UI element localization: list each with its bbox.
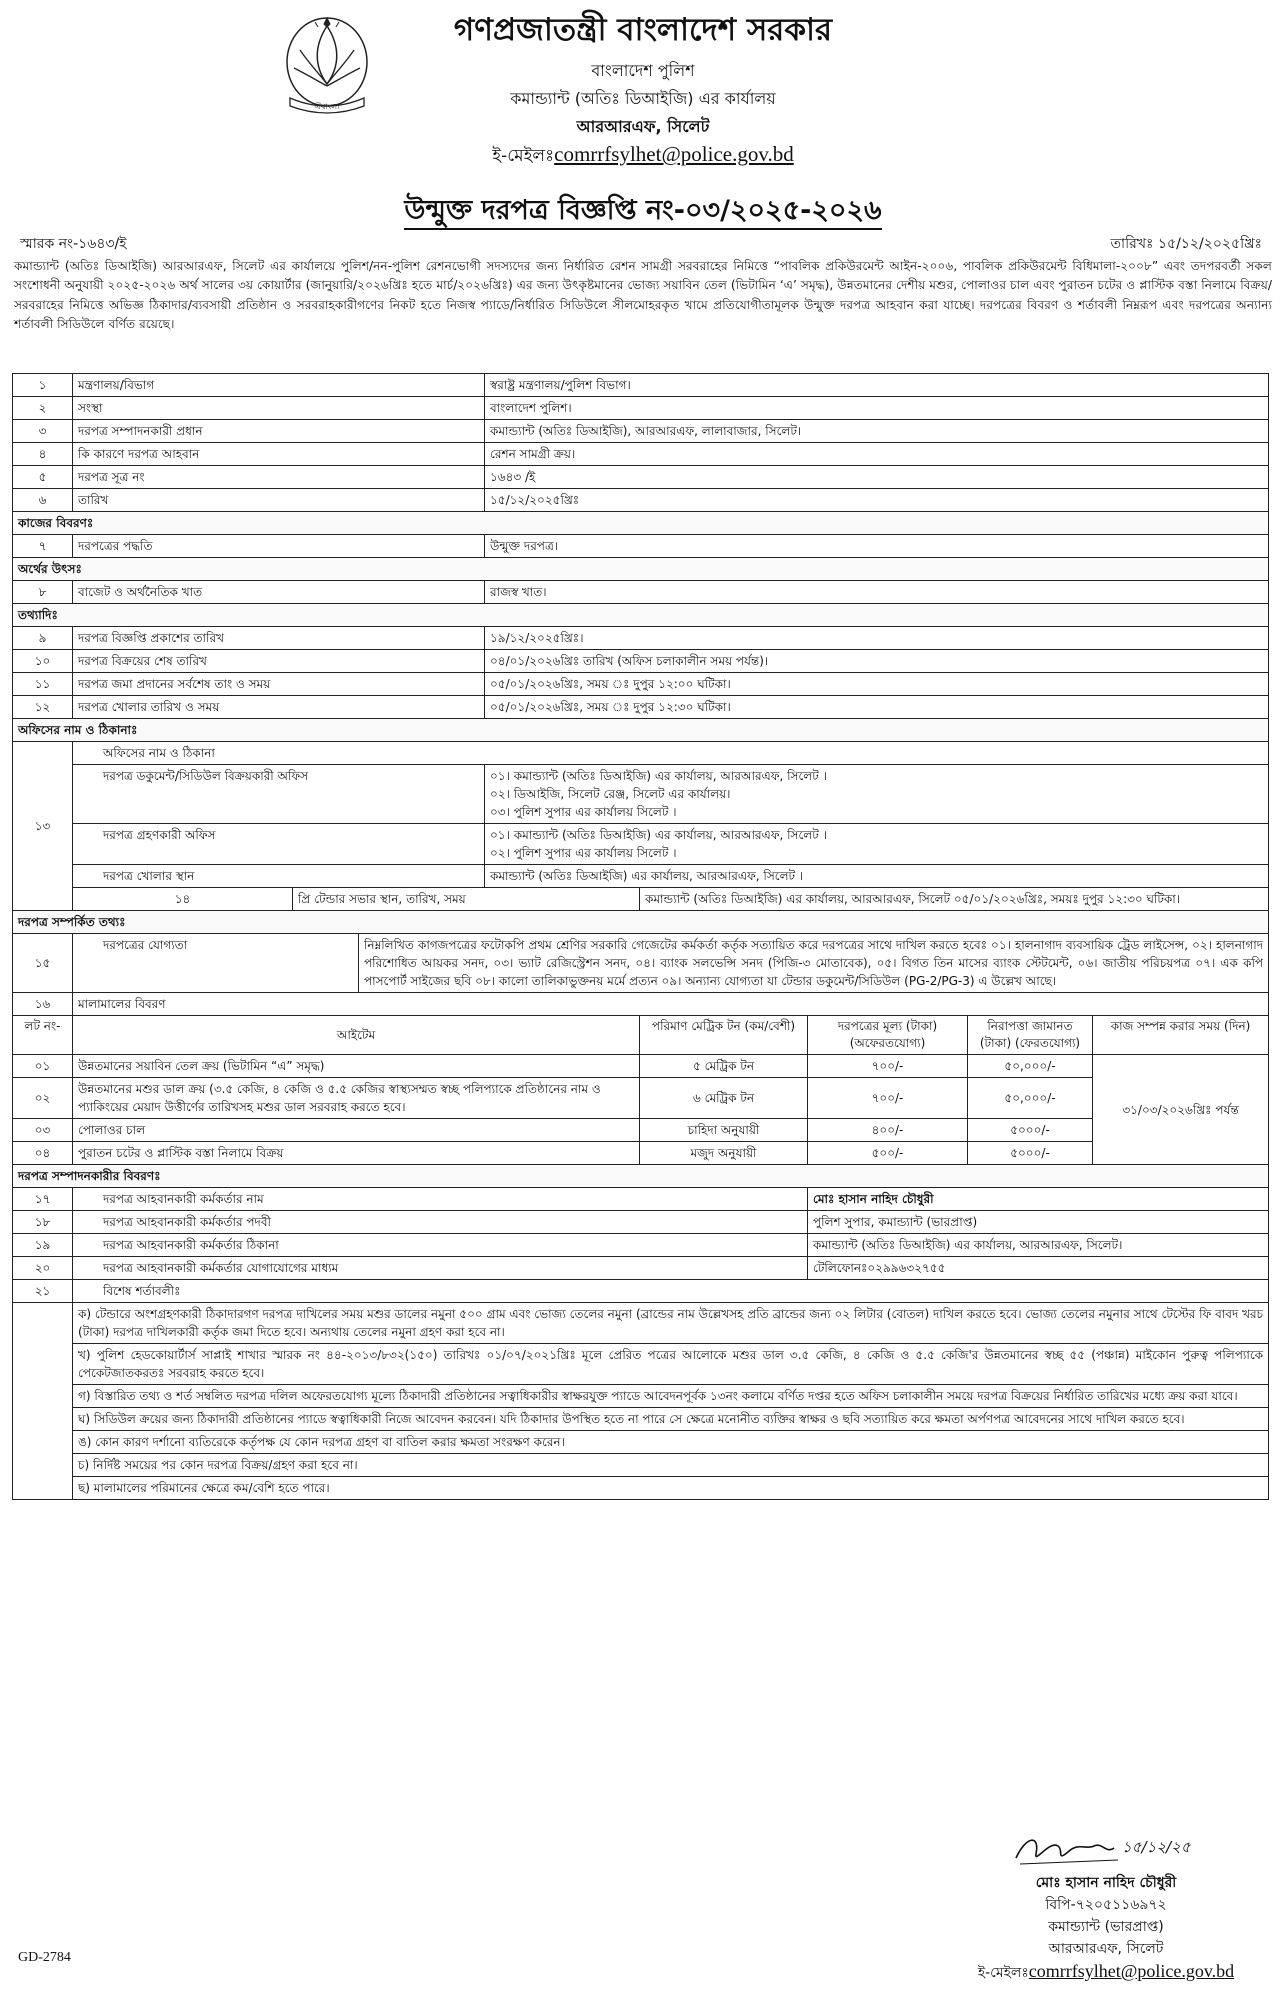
sales-office-2: ০২। ডিআইজি, সিলেট রেঞ্জ, সিলেট এর কার্যালয়। xyxy=(490,787,731,801)
table-row xyxy=(13,765,1269,824)
item-row xyxy=(13,1142,1269,1165)
table-row xyxy=(13,397,1269,420)
row-number: ১৭ xyxy=(13,1188,73,1211)
row-label: দরপত্র আহবানকারী কর্মকর্তার পদবী xyxy=(73,1211,808,1234)
completion-time: ৩১/০৩/২০২৬খ্রিঃ পর্যন্ত xyxy=(1093,1055,1269,1165)
section-heading-info: তথ্যাদিঃ xyxy=(13,604,1269,627)
condition-text: ক) টেন্ডারে অংশগ্রহণকারী ঠিকাদারগণ দরপত্র দাখিলের সময় মশুর ডালের নমুনা ৫০০ গ্রাম এবং ভোজ্য তেলের নমুনা (ব্রান্ডের নাম উল্লেখসহ প্রতি ব্রান্ডের জন্য ০২ লিটার (বোতল) দাখিল করতে হবে। ভোজ্য তেলের নমুনার সাথে টেস্টের ফি বাবদ খরচ (টাকা) দরপত্র দাখিলকারী কর্তৃক জমা দিতে হবে। অন্যথায় তেলের নমুনা গ্রহণ করা হবে না। xyxy=(73,1303,1269,1344)
condition-spacer xyxy=(13,1408,73,1431)
row-value: উন্মুক্ত দরপত্র। xyxy=(485,535,1269,558)
item-security: ৫০,০০০/- xyxy=(968,1078,1093,1119)
row-number: ১৯ xyxy=(13,1234,73,1257)
table-row xyxy=(13,650,1269,673)
row-label: দরপত্র বিজ্ঞপ্তি প্রকাশের তারিখ xyxy=(73,627,485,650)
condition-row xyxy=(13,1408,1269,1431)
row-value: মোঃ হাসান নাহিদ চৌধুরী xyxy=(808,1188,1269,1211)
unit-name: আরআরএফ, সিলেট xyxy=(576,117,710,136)
row-number: ১৪ xyxy=(73,888,293,911)
condition-text: গ) বিস্তারিত তথ্য ও শর্ত সম্বলিত দরপত্র দলিল অফেরতযোগ্য মূল্যে ঠিকাদারী প্রতিষ্ঠানের সত্বাধিকারীর স্বাক্ষরযুক্ত প্যাডে আবেদনপূর্বক ১৩নং কলামে বর্ণিত দপ্তর হতে অফিস চলাকালীন সময়ে দরপত্র বিক্রয়ের নির্ধারিত তারিখের মধ্যে ক্রয় করা যাবে। xyxy=(73,1385,1269,1408)
notice-title-text: উন্মুক্ত দরপত্র বিজ্ঞপ্তি নং-০৩/২০২৫-২০২৬ xyxy=(404,195,881,230)
condition-row xyxy=(13,1454,1269,1477)
section-heading-fund: অর্থের উৎসঃ xyxy=(13,558,1269,581)
item-qty: ৬ মেট্রিক টন xyxy=(640,1078,808,1119)
row-label: মালামালের বিবরণ xyxy=(73,993,1269,1016)
row-label: প্রি টেন্ডার সভার স্থান, তারিখ, সময় xyxy=(293,888,640,911)
row-label: দরপত্র সম্পাদনকারী প্রধান xyxy=(73,420,485,443)
receiving-office-list xyxy=(485,824,1269,865)
table-row xyxy=(13,993,1269,1016)
condition-spacer xyxy=(13,1431,73,1454)
item-security: ৫০০০/- xyxy=(968,1142,1093,1165)
row-number: ৫ xyxy=(13,466,73,489)
row-number: ৪ xyxy=(13,443,73,466)
office-name: কমান্ড্যান্ট (অতিঃ ডিআইজি) এর কার্যালয় xyxy=(510,89,776,108)
gd-number: GD-2784 xyxy=(18,1950,71,1965)
header-email-label: ই-মেইলঃ xyxy=(492,146,555,166)
row-label: কি কারণে দরপত্র আহবান xyxy=(73,443,485,466)
item-qty: মজুদ অনুযায়ী xyxy=(640,1142,808,1165)
table-row xyxy=(13,742,1269,765)
row-number: ২১ xyxy=(13,1280,73,1303)
government-title: গণপ্রজাতন্ত্রী বাংলাদেশ সরকার xyxy=(453,12,833,48)
sales-office-label: দরপত্র ডকুমেন্ট/সিডিউল বিক্রয়কারী অফিস xyxy=(73,765,485,824)
item-qty: ৫ মেট্রিক টন xyxy=(640,1055,808,1078)
item-description: উন্নতমানের মশুর ডাল ক্রয় (৩.৫ কেজি, ৪ কেজি ও ৫.৫ কেজির স্বাস্থ্যসম্মত স্বচ্ছ পলিপ্যাকে প্রতিষ্ঠানের নাম ও প্যাকিংয়ের মেয়াদ উত্তীর্ণের তারিখসহ মশুর ডাল সরবরাহ করতে হবে। xyxy=(73,1078,640,1119)
table-row xyxy=(13,865,1269,888)
notice-title xyxy=(0,190,1286,235)
item-row xyxy=(13,1078,1269,1119)
item-price: ৭০০/- xyxy=(808,1055,968,1078)
item-qty: চাহিদা অনুযায়ী xyxy=(640,1119,808,1142)
price-header: দরপত্রের মূল্য (টাকা) (অফেরতযোগ্য) xyxy=(808,1016,968,1055)
row-number: ৯ xyxy=(13,627,73,650)
completion-header: কাজ সম্পন্ন করার সময় (দিন) xyxy=(1093,1016,1269,1055)
tender-info-table xyxy=(12,373,1269,1500)
lot-number: ০৩ xyxy=(13,1119,73,1142)
receiving-office-label: দরপত্র গ্রহণকারী অফিস xyxy=(73,824,485,865)
lot-number: ০১ xyxy=(13,1055,73,1078)
row-label: দরপত্র আহবানকারী কর্মকর্তার ঠিকানা xyxy=(73,1234,808,1257)
row-value: কমান্ড্যান্ট (অতিঃ ডিআইজি) এর কার্যালয়, আরআরএফ, সিলেট। xyxy=(808,1234,1269,1257)
condition-row xyxy=(13,1303,1269,1344)
row-value: বাংলাদেশ পুলিশ। xyxy=(485,397,1269,420)
item-price: ৭০০/- xyxy=(808,1078,968,1119)
header-email xyxy=(0,142,1286,171)
table-row xyxy=(13,627,1269,650)
row-value: রেশন সামগ্রী ক্রয়। xyxy=(485,443,1269,466)
condition-spacer xyxy=(13,1454,73,1477)
signatory-email-link[interactable]: comrrfsylhet@police.gov.bd xyxy=(1028,1961,1235,1981)
item-row xyxy=(13,1119,1269,1142)
item-security: ৫০,০০০/- xyxy=(968,1055,1093,1078)
condition-text: ঘ) সিডিউল ক্রয়ের জন্য ঠিকাদারী প্রতিষ্ঠানের প্যাডে স্বত্বাধিকারী নিজে আবেদন করবেন। যদি ঠিকাদার উপস্থিত হতে না পারে সে ক্ষেত্রে মনোনীত ব্যক্তির স্বাক্ষর ও ছবি সত্যায়িত করে ক্ষমতা অর্পণপত্র আবেদনের সাথে দাখিল করতে হবে। xyxy=(73,1408,1269,1431)
signatory-email-label: ই-মেইলঃ xyxy=(977,1965,1029,1981)
handwritten-signature xyxy=(1006,1828,1206,1870)
table-row xyxy=(13,1211,1269,1234)
table-row xyxy=(13,1188,1269,1211)
qty-header: পরিমাণ মেট্রিক টন (কম/বেশী) xyxy=(640,1016,808,1055)
table-row xyxy=(13,581,1269,604)
row-label: বিশেষ শর্তাবলীঃ xyxy=(73,1280,1269,1303)
office-address-label: অফিসের নাম ও ঠিকানা xyxy=(73,742,1269,765)
row-number: ৩ xyxy=(13,420,73,443)
row-value: ০৫/০১/২০২৬খ্রিঃ, সময় ঃ দুপুর ১২:৩০ ঘটিকা। xyxy=(485,696,1269,719)
lot-number: ০২ xyxy=(13,1078,73,1119)
table-row xyxy=(13,489,1269,512)
opening-place-value: কমান্ড্যান্ট (অতিঃ ডিআইজি) এর কার্যালয়, আরআরএফ, সিলেট । xyxy=(485,865,1269,888)
row-number: ৮ xyxy=(13,581,73,604)
row-label: মন্ত্রণালয়/বিভাগ xyxy=(73,374,485,397)
condition-row xyxy=(13,1344,1269,1385)
row-label: দরপত্র জমা প্রদানের সর্বশেষ তাং ও সময় xyxy=(73,673,485,696)
condition-row xyxy=(13,1431,1269,1454)
sales-office-3: ০৩। পুলিশ সুপার এর কার্যালয় সিলেট । xyxy=(490,805,677,819)
row-label: বাজেট ও অর্থনৈতিক খাত xyxy=(73,581,485,604)
row-label: সংস্থা xyxy=(73,397,485,420)
table-row xyxy=(13,824,1269,865)
row-value: কমান্ড্যান্ট (অতিঃ ডিআইজি) এর কার্যালয়, আরআরএফ, সিলেট ০৫/০১/২০২৬খ্রিঃ, সময়ঃ দুপুর ১২:৩০ ঘটিকা। xyxy=(640,888,1269,911)
row-number: ২ xyxy=(13,397,73,420)
emblem-ribbon-text: ঐবাংলা xyxy=(314,102,340,111)
row-value: ০৫/০১/২০২৬খ্রিঃ, সময় ঃ দুপুর ১২:০০ ঘটিকা। xyxy=(485,673,1269,696)
row-label: দরপত্র আহবানকারী কর্মকর্তার যোগাযোগের মাধ্যম xyxy=(73,1257,808,1280)
lot-header: লট নং- xyxy=(13,1016,73,1055)
condition-spacer xyxy=(13,1303,73,1344)
row-value: পুলিশ সুপার, কমান্ড্যান্ট (ভারপ্রাপ্ত) xyxy=(808,1211,1269,1234)
items-header-row xyxy=(13,1016,1269,1055)
condition-text: চ) নির্দিষ্ট সময়ের পর কোন দরপত্র বিক্রয়/গ্রহণ করা হবে না। xyxy=(73,1454,1269,1477)
table-row xyxy=(13,888,1269,911)
item-description: পোলাওর চাল xyxy=(73,1119,640,1142)
item-description: পুরাতন চটের ও প্লাস্টিক বস্তা নিলামে বিক্রয় xyxy=(73,1142,640,1165)
table-row xyxy=(13,696,1269,719)
sales-office-1: ০১। কমান্ড্যান্ট (অতিঃ ডিআইজি) এর কার্যালয়, আরআরএফ, সিলেট । xyxy=(490,769,827,783)
row-value: টেলিফোনঃ০২৯৯৬৩২৭৫৫ xyxy=(808,1257,1269,1280)
row-label: দরপত্র বিক্রয়ের শেষ তারিখ xyxy=(73,650,485,673)
receiving-office-1: ০১। কমান্ড্যান্ট (অতিঃ ডিআইজি) এর কার্যালয়, আরআরএফ, সিলেট । xyxy=(490,828,827,842)
row-value: স্বরাষ্ট্র মন্ত্রণালয়/পুলিশ বিভাগ। xyxy=(485,374,1269,397)
row-number: ১৬ xyxy=(13,993,73,1016)
row-number: ১ xyxy=(13,374,73,397)
row-number: ১২ xyxy=(13,696,73,719)
signatory-email xyxy=(956,1960,1256,1984)
eligibility-text: নিম্নলিখিত কাগজপত্রের ফটোকপি প্রথম শ্রেণির সরকারি গেজেটের কর্মকর্তা কর্তৃক সত্যায়িত করে দরপত্রের সাথে দাখিল করতে হবেঃ ০১। হালনাগাদ ব্যবসায়িক ট্রেড লাইসেন্স, ০২। হালনাগাদ পরিশোধিত আয়কর সনদ, ০৩। ভ্যাট রেজিস্ট্রেশন সনদ, ০৪। ব্যাংক সলভেন্সি সনদ (পিজি-৩ মোতাবেক), ০৫। বিগত তিন মাসের ব্যাংক স্টেটমেন্ট, ০৬। জাতীয় পরিচয়পত্র ০৭। এক কপি পাসপোর্ট সাইজের ছবি ০৮। কালো তালিকাভুক্তনয় মর্মে প্রত্যন ০৯। অন্যান্য যোগ্যতা যা টেন্ডার ডকুমেন্ট/সিডিউল (PG-2/PG-3) এ উল্লেখ আছে। xyxy=(359,934,1269,993)
intro-paragraph: কমান্ড্যান্ট (অতিঃ ডিআইজি) আরআরএফ, সিলেট এর কার্যালয়ে পুলিশ/নন-পুলিশ রেশনভোগী সদস্যদের জন্য নির্ধারিত রেশন সামগ্রী সরবরাহের নিমিত্তে “পাবলিক প্রকিউরমেন্ট আইন-২০০৬, পাবলিক প্রকিউরমেন্ট বিধিমালা-২০০৮” এবং তদপরবর্তী সকল সংশোধনী অনুযায়ী ২০২৫-২০২৬ অর্থ সালের ৩য় কোয়ার্টার (জানুয়ারি/২০২৬খ্রিঃ হতে মার্চ/২০২৬খ্রিঃ) এর জন্য উৎকৃষ্টমানের ভোজ্য সয়াবিন তেল (ভিটামিন ‘এ’ সমৃদ্ধ), উন্নতমানের দেশীয় মশুর, পোলাওর চাল এবং পুরাতন চটের ও প্লাস্টিক বস্তা নিলামে বিক্রয়/সরবরাহের নিমিত্তে অভিজ্ঞ ঠিকাদার/ব্যবসায়ী প্রতিষ্ঠান ও সরবরাহকারীগণের নিকট হতে নিজস্ব প্যাডে/নির্ধারিত সিডিউলে সীলমোহরকৃত খামে প্রতিযোগীতামূলক উন্মুক্ত দরপত্র আহবান করা যাচ্ছে। দরপত্রের বিবরণ ও শর্তাবলী নিম্নরূপ এবং দরপত্রের অন্যান্য শর্তাবলী সিডিউলে বর্ণিত রয়েছে। xyxy=(14,259,1272,331)
item-description: উন্নতমানের সয়াবিন তেল ক্রয় (ভিটামিন “এ” সমৃদ্ধ) xyxy=(73,1055,640,1078)
table-row xyxy=(13,535,1269,558)
section-heading-executor: দরপত্র সম্পাদনকারীর বিবরণঃ xyxy=(13,1165,1269,1188)
item-price: ৪০০/- xyxy=(808,1119,968,1142)
item-row xyxy=(13,1055,1269,1078)
condition-row xyxy=(13,1385,1269,1408)
row-label: তারিখ xyxy=(73,489,485,512)
police-name: বাংলাদেশ পুলিশ xyxy=(591,61,695,80)
row-number: ৬ xyxy=(13,489,73,512)
receiving-office-2: ০২। পুলিশ সুপার এর কার্যালয় সিলেট । xyxy=(490,846,677,860)
condition-spacer xyxy=(13,1477,73,1500)
table-row xyxy=(13,1234,1269,1257)
sales-office-list xyxy=(485,765,1269,824)
row-label: দরপত্র খোলার তারিখ ও সময় xyxy=(73,696,485,719)
security-header: নিরাপত্তা জামানত (টাকা) (ফেরতযোগ্য) xyxy=(968,1016,1093,1055)
condition-spacer xyxy=(13,1344,73,1385)
row-label: দরপত্রের যোগ্যতা xyxy=(73,934,359,993)
table-row xyxy=(13,420,1269,443)
row-number: ১৩ xyxy=(13,742,73,911)
condition-text: ছ) মালামালের পরিমানের ক্ষেত্রে কম/বেশি হতে পারে। xyxy=(73,1477,1269,1500)
table-row xyxy=(13,1280,1269,1303)
notice-date: তারিখঃ ১৫/১২/২০২৫খ্রিঃ xyxy=(1110,236,1262,252)
row-number: ১৮ xyxy=(13,1211,73,1234)
table-row xyxy=(13,1257,1269,1280)
row-label: দরপত্রের পদ্ধতি xyxy=(73,535,485,558)
header-email-link[interactable]: comrrfsylhet@police.gov.bd xyxy=(554,142,794,166)
table-row xyxy=(13,466,1269,489)
section-heading-office: অফিসের নাম ও ঠিকানাঃ xyxy=(13,719,1269,742)
condition-text: খ) পুলিশ হেডকোয়ার্টার্স সাপ্লাই শাখার স্মারক নং ৪৪-২০১৩/৮৩২(১৫০) তারিখঃ ০১/০৭/২০২১খ্রিঃ মূলে প্রেরিত পত্রের আলোকে মশুর ডাল ৩.৫ কেজি, ৪ কেজি ও ৫.৫ কেজি'র উন্নতমানের স্বচ্ছ ৫৫ (পঞ্চান্ন) মাইকোন পুরুত্ব পলিপ্যাকে পেকেটজাতকরতঃ সরবরাহ করতে হবে। xyxy=(73,1344,1269,1385)
row-label: দরপত্র আহবানকারী কর্মকর্তার নাম xyxy=(73,1188,808,1211)
row-value: ১৯/১২/২০২৫খ্রিঃ। xyxy=(485,627,1269,650)
table-row xyxy=(13,673,1269,696)
table-row xyxy=(13,934,1269,993)
item-header: আইটেম xyxy=(73,1016,640,1055)
signatory-designation: কমান্ড্যান্ট (ভারপ্রাপ্ত) xyxy=(1048,1919,1164,1935)
table-row xyxy=(13,374,1269,397)
row-number: ১১ xyxy=(13,673,73,696)
item-price: ৫০০/- xyxy=(808,1142,968,1165)
section-heading-tender-info: দরপত্র সম্পর্কিত তথ্যঃ xyxy=(13,911,1269,934)
condition-spacer xyxy=(13,1385,73,1408)
condition-text: ঙ) কোন কারণ দর্শানো ব্যতিরেকে কর্তৃপক্ষ যে কোন দরপত্র গ্রহণ বা বাতিল করার ক্ষমতা সংরক্ষণ করেন। xyxy=(73,1431,1269,1454)
item-security: ৫০০০/- xyxy=(968,1119,1093,1142)
row-number: ১৫ xyxy=(13,934,73,993)
row-value: ০৪/০১/২০২৬খ্রিঃ তারিখ (অফিস চলাকালীন সময় পর্যন্ত)। xyxy=(485,650,1269,673)
row-value: কমান্ড্যান্ট (অতিঃ ডিআইজি), আরআরএফ, লালাবাজার, সিলেট। xyxy=(485,420,1269,443)
row-value: রাজস্ব খাত। xyxy=(485,581,1269,604)
memo-number: স্মারক নং-১৬৪৩/ই xyxy=(20,236,127,252)
row-number: ১০ xyxy=(13,650,73,673)
row-label: দরপত্র সূত্র নং xyxy=(73,466,485,489)
signatory-bp: বিপি-৭২০৫১১৬৯৭২ xyxy=(1045,1897,1167,1913)
table-row xyxy=(13,443,1269,466)
row-number: ২০ xyxy=(13,1257,73,1280)
condition-row xyxy=(13,1477,1269,1500)
signatory-name: মোঃ হাসান নাহিদ চৌধুরী xyxy=(1035,1875,1177,1891)
section-heading-work: কাজের বিবরণঃ xyxy=(13,512,1269,535)
signature-block xyxy=(956,1828,1256,1984)
row-value: ১৬৪৩ /ই xyxy=(485,466,1269,489)
signature-date: ১৫/১২/২৫ xyxy=(1122,1838,1191,1856)
lot-number: ০৪ xyxy=(13,1142,73,1165)
signatory-unit: আরআরএফ, সিলেট xyxy=(1048,1941,1164,1957)
row-value: ১৫/১২/২০২৫খ্রিঃ xyxy=(485,489,1269,512)
opening-place-label: দরপত্র খোলার স্থান xyxy=(73,865,485,888)
row-number: ৭ xyxy=(13,535,73,558)
